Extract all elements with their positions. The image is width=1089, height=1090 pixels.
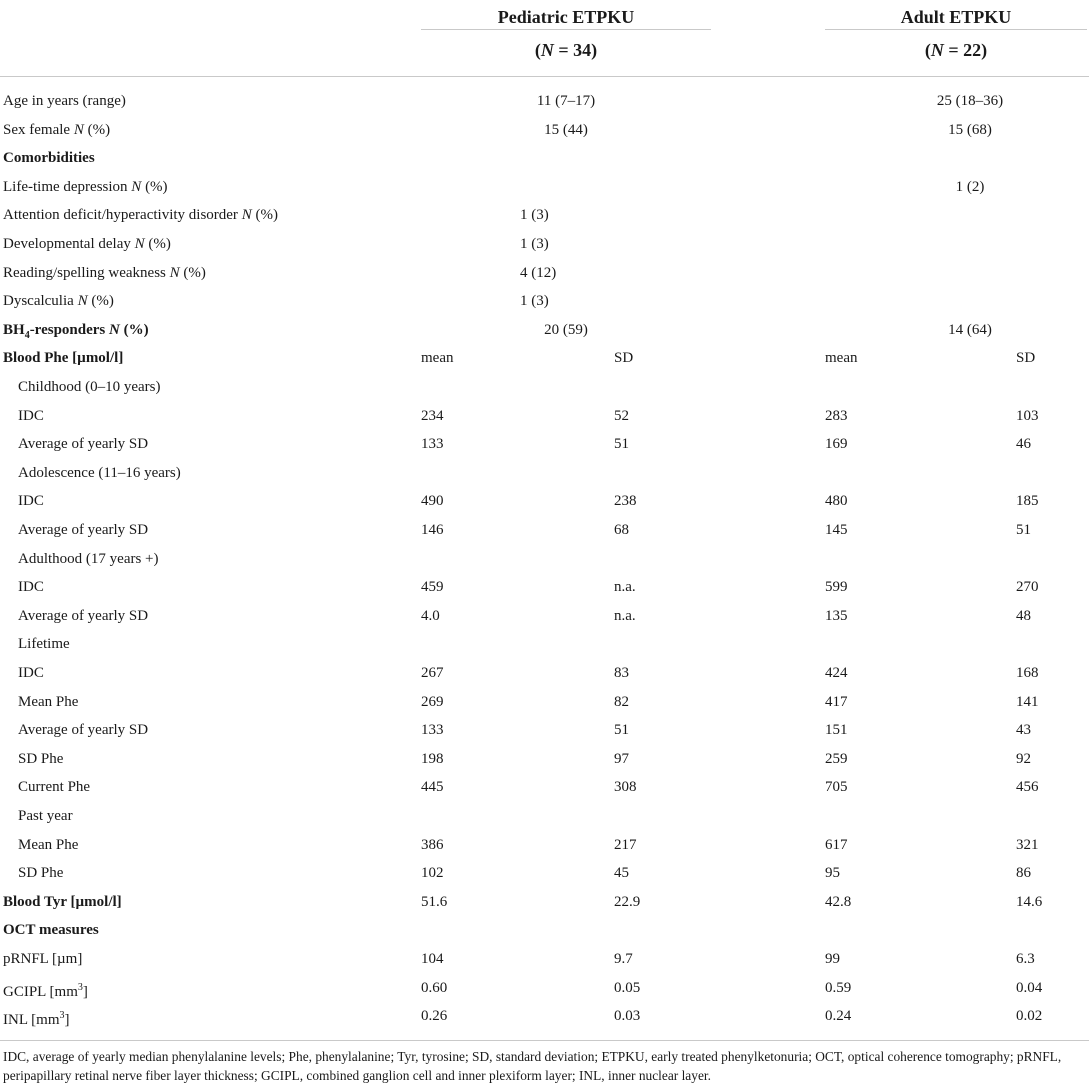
row-label: Average of yearly SD: [18, 722, 149, 739]
adult-mean-cell: 169: [825, 436, 848, 453]
adult-sd-cell: 86: [1016, 865, 1031, 882]
table-row: [0, 916, 1089, 944]
adult-mean-cell: 42.8: [825, 893, 852, 910]
pediatric-sd-cell: 52: [614, 407, 629, 424]
adult-mean-cell: 617: [825, 836, 848, 853]
pediatric-sd-cell: 238: [614, 493, 637, 510]
table-row: [0, 487, 1089, 515]
row-label: Developmental delay N (%): [3, 236, 171, 252]
table-row: [0, 201, 1089, 229]
adult-mean-cell: 95: [825, 865, 840, 882]
pediatric-sd-cell: 308: [614, 779, 637, 796]
row-label: Average of yearly SD: [18, 607, 149, 624]
adult-mean-cell: 283: [825, 407, 848, 424]
row-label: IDC: [18, 493, 44, 510]
table-row: [0, 173, 1089, 201]
group-n-adult: (N = 22): [924, 40, 988, 60]
pediatric-mean-cell: 269: [421, 693, 444, 710]
row-label: IDC: [18, 665, 44, 681]
pediatric-mean-cell: 267: [421, 665, 444, 681]
row-label: SD Phe: [18, 750, 64, 767]
row-label: SD Phe: [18, 865, 64, 882]
adult-mean-cell: 0.59: [825, 979, 852, 996]
adult-sd-cell: 46: [1016, 436, 1031, 453]
adult-mean-cell: mean: [825, 350, 858, 367]
pediatric-mean-cell: 0.26: [421, 1008, 448, 1025]
adult-value: 15 (68): [948, 121, 992, 138]
adult-sd-cell: 141: [1016, 693, 1039, 710]
row-label: IDC: [18, 407, 44, 424]
pediatric-sd-cell: n.a.: [614, 579, 636, 596]
pediatric-sd-cell: 0.03: [614, 1008, 641, 1025]
adult-sd-cell: 456: [1016, 779, 1039, 796]
table-row: [0, 1002, 1089, 1030]
pediatric-mean-cell: 104: [421, 951, 444, 967]
pediatric-sd-cell: n.a.: [614, 607, 636, 624]
adult-sd-cell: 0.04: [1016, 979, 1043, 996]
adult-sd-cell: 321: [1016, 836, 1039, 853]
table-row: [0, 831, 1089, 859]
pediatric-value: 1 (3): [520, 236, 549, 252]
adult-sd-cell: 14.6: [1016, 893, 1043, 910]
row-label: Age in years (range): [3, 93, 126, 109]
pediatric-value: 4 (12): [520, 264, 557, 281]
row-label: Dyscalculia N (%): [3, 293, 114, 310]
adult-sd-cell: 51: [1016, 522, 1031, 538]
pediatric-mean-cell: 459: [421, 579, 444, 596]
adult-mean-cell: 135: [825, 607, 848, 624]
pediatric-sd-cell: 217: [614, 836, 637, 853]
adult-sd-cell: 92: [1016, 750, 1031, 767]
pediatric-sd-cell: 22.9: [614, 893, 641, 910]
pediatric-value: 1 (3): [520, 207, 549, 224]
pediatric-value: 1 (3): [520, 293, 549, 310]
row-label: Current Phe: [18, 779, 91, 796]
pediatric-mean-cell: 102: [421, 865, 444, 882]
row-label: Life-time depression N (%): [3, 178, 168, 195]
adult-mean-cell: 417: [825, 693, 848, 710]
row-label: Childhood (0–10 years): [18, 379, 161, 395]
footer-rule: [0, 1040, 1089, 1041]
group-title-pediatric: Pediatric ETPKU: [497, 7, 635, 27]
pediatric-mean-cell: 146: [421, 522, 444, 538]
pediatric-sd-cell: 9.7: [614, 951, 633, 967]
row-label: pRNFL [µm]: [3, 951, 83, 967]
adult-sd-cell: SD: [1016, 350, 1036, 367]
table-row: [0, 545, 1089, 573]
adult-mean-cell: 151: [825, 722, 848, 739]
pediatric-mean-cell: 490: [421, 493, 444, 510]
table-row: [0, 659, 1089, 687]
pediatric-value: 15 (44): [544, 121, 588, 138]
pediatric-mean-cell: mean: [421, 350, 454, 367]
row-label: Mean Phe: [18, 836, 79, 853]
row-label: Blood Tyr [µmol/l]: [3, 893, 122, 910]
header-rule: [0, 76, 1089, 77]
pediatric-sd-cell: 83: [614, 665, 629, 681]
table-row: [0, 573, 1089, 601]
table-row: [0, 87, 1089, 115]
pediatric-mean-cell: 51.6: [421, 893, 448, 910]
row-label: Reading/spelling weakness N (%): [3, 264, 206, 281]
pediatric-mean-cell: 133: [421, 436, 444, 453]
row-label: Adulthood (17 years +): [18, 550, 159, 567]
table-row: [0, 516, 1089, 544]
row-label: OCT measures: [3, 922, 99, 939]
adult-mean-cell: 480: [825, 493, 848, 510]
row-label: Lifetime: [18, 636, 70, 653]
table-row: [0, 430, 1089, 458]
group-title-adult: Adult ETPKU: [900, 7, 1012, 27]
adult-sd-cell: 168: [1016, 665, 1039, 681]
pediatric-sd-cell: SD: [614, 350, 634, 367]
row-label: Sex female N (%): [3, 121, 111, 138]
adult-mean-cell: 424: [825, 665, 848, 681]
adult-mean-cell: 259: [825, 750, 848, 767]
row-label: IDC: [18, 579, 44, 596]
pediatric-sd-cell: 51: [614, 722, 629, 739]
row-label: INL $[mm^3]$: [3, 1010, 70, 1029]
pediatric-mean-cell: 133: [421, 722, 444, 739]
table-row: [0, 602, 1089, 630]
table-row: [0, 373, 1089, 401]
pediatric-mean-cell: 0.60: [421, 979, 448, 996]
pediatric-value: 11 (7–17): [536, 93, 596, 109]
row-label: Average of yearly SD: [18, 436, 149, 453]
table-row: [0, 745, 1089, 773]
table-row: [0, 344, 1089, 372]
pediatric-sd-cell: 97: [614, 750, 629, 767]
adult-sd-cell: 43: [1016, 722, 1031, 739]
adult-sd-cell: 185: [1016, 493, 1039, 510]
table-row: [0, 316, 1089, 344]
table-row: [0, 630, 1089, 658]
table-footnote: IDC, average of yearly median phenylalanine levels; Phe, phenylalanine; Tyr, tyrosine; SD, standard deviation; ETPKU, early treated phenylketonuria; OCT, optical coherence tomography; pRNFL, peripapillary retinal nerve fiber layer thickness; GCIPL, combined ganglion cell and inner plexiform layer; INL, inner nuclear layer.: [3, 1049, 1062, 1083]
pediatric-value: 20 (59): [544, 321, 588, 338]
pediatric-mean-cell: 445: [421, 779, 444, 796]
pediatric-sd-cell: 82: [614, 693, 629, 710]
row-label: Comorbidities: [3, 150, 95, 167]
row-label: Blood Phe [µmol/l]: [3, 350, 124, 367]
adult-sd-cell: 6.3: [1016, 951, 1035, 967]
table-row: [0, 144, 1089, 172]
adult-sd-cell: 270: [1016, 579, 1039, 596]
table-row: [0, 716, 1089, 744]
adult-value: 1 (2): [955, 178, 985, 195]
table-row: [0, 402, 1089, 430]
adult-value: 25 (18–36): [936, 93, 1004, 109]
table-row: [0, 259, 1089, 287]
table-row: [0, 116, 1089, 144]
row-label: GCIPL $[mm^3]$: [3, 981, 88, 1000]
header-underline-adult: [825, 29, 1087, 30]
adult-value: 14 (64): [948, 321, 992, 338]
pediatric-sd-cell: 45: [614, 865, 629, 882]
row-label: Average of yearly SD: [18, 522, 149, 538]
adult-sd-cell: 0.02: [1016, 1008, 1043, 1025]
row-label: Past year: [18, 808, 73, 824]
adult-mean-cell: 145: [825, 522, 848, 538]
table-row: [0, 230, 1089, 258]
adult-sd-cell: 48: [1016, 607, 1031, 624]
adult-mean-cell: 99: [825, 951, 840, 967]
row-label: Mean Phe: [18, 693, 79, 710]
table-row: [0, 802, 1089, 830]
adult-mean-cell: 0.24: [825, 1008, 852, 1025]
table-row: [0, 888, 1089, 916]
table-row: [0, 287, 1089, 315]
table-row: [0, 859, 1089, 887]
row-label: Attention deficit/hyperactivity disorder N (%): [3, 207, 278, 224]
table-row: [0, 688, 1089, 716]
pediatric-sd-cell: 51: [614, 436, 629, 453]
row-label: Adolescence (11–16 years): [18, 464, 181, 481]
row-label: $BH_4$-responders N (%): [3, 321, 149, 341]
adult-sd-cell: 103: [1016, 407, 1039, 424]
pediatric-mean-cell: 386: [421, 836, 444, 853]
pediatric-sd-cell: 0.05: [614, 979, 641, 996]
adult-mean-cell: 599: [825, 579, 848, 596]
pediatric-mean-cell: 234: [421, 407, 444, 424]
pediatric-sd-cell: 68: [614, 522, 629, 538]
pediatric-mean-cell: 4.0: [421, 607, 440, 624]
group-n-pediatric: (N = 34): [534, 40, 598, 60]
pediatric-mean-cell: 198: [421, 750, 444, 767]
table-row: [0, 945, 1089, 973]
table-row: [0, 459, 1089, 487]
table-row: [0, 773, 1089, 801]
adult-mean-cell: 705: [825, 779, 848, 796]
table-row: [0, 974, 1089, 1002]
header-underline-pediatric: [421, 29, 711, 30]
